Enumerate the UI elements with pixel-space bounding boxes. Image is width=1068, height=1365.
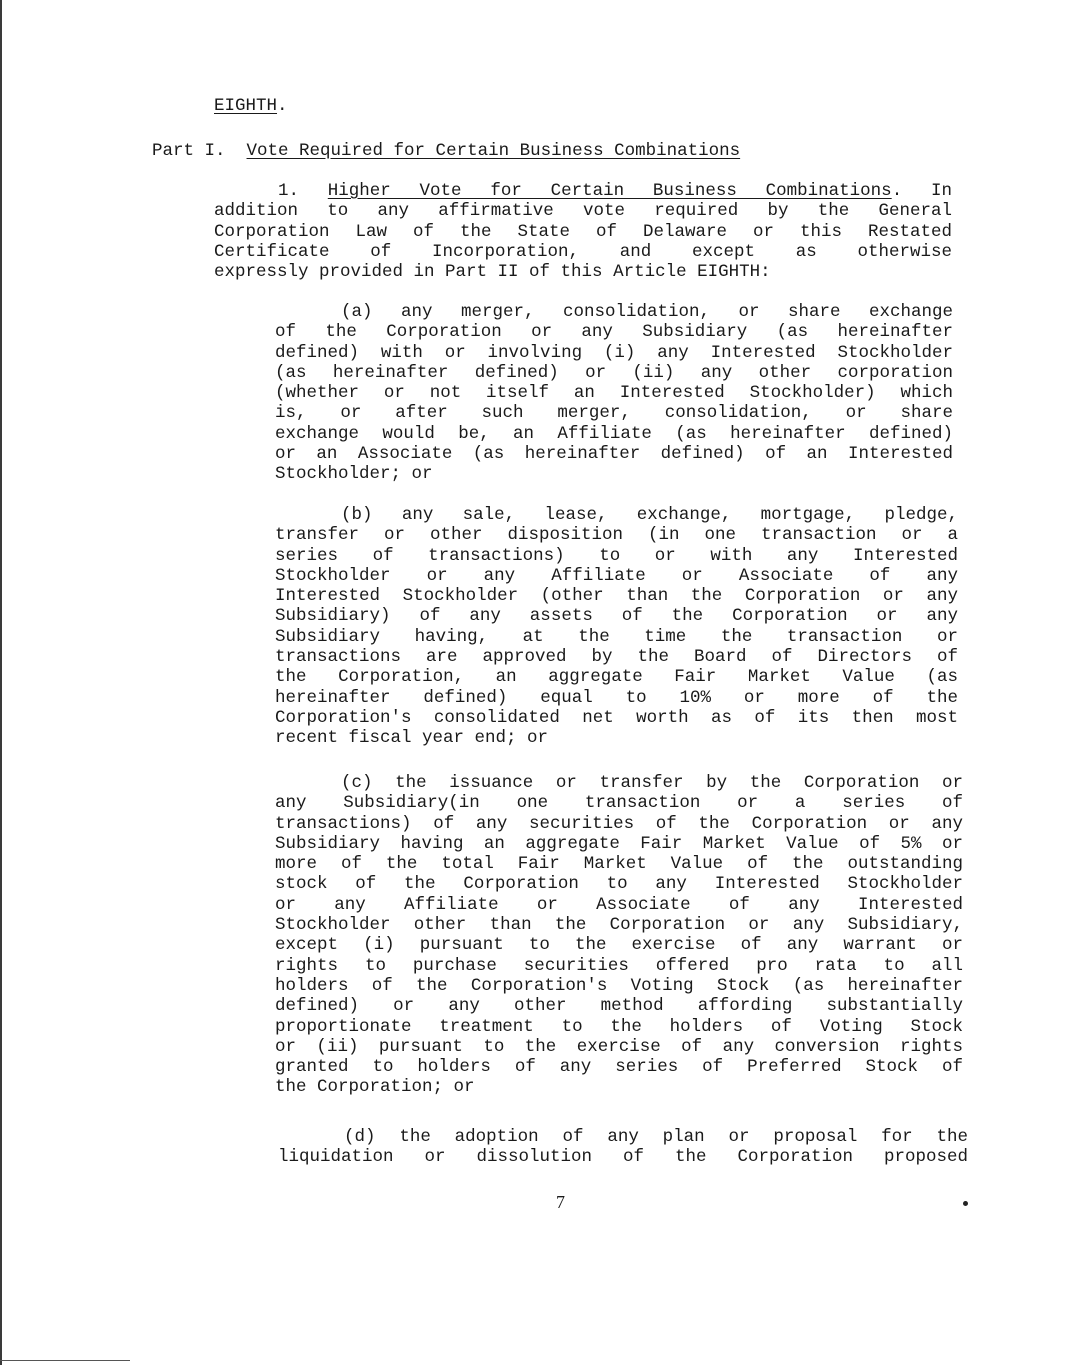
clause-c-line: or any Affiliate or Associate of any Interested xyxy=(275,894,963,915)
clause-c-line: any Subsidiary(in one transaction or a series of xyxy=(275,793,963,814)
article-title-suffix: . xyxy=(277,96,288,116)
clause-d-line: liquidation or dissolution of the Corporation proposed xyxy=(278,1147,968,1168)
clause-b-line: Subsidiary) of any assets of the Corporation or any xyxy=(275,606,958,627)
clause-c-line: or (ii) pursuant to the exercise of any conversion rights xyxy=(275,1036,963,1057)
clause-c-line: the Corporation; or xyxy=(275,1077,475,1098)
section-1-line: expressly provided in Part II of this Article EIGHTH: xyxy=(214,262,771,283)
clause-c-line: defined) or any other method affording substantially xyxy=(275,996,963,1017)
section-1 xyxy=(214,181,952,282)
clause-a xyxy=(275,302,953,485)
clause-b xyxy=(275,505,958,749)
clause-b-line: the Corporation, an aggregate Fair Market Value (as xyxy=(275,667,958,688)
clause-a-line: or an Associate (as hereinafter defined) of an Interested xyxy=(275,444,953,465)
section-1-line: Corporation Law of the State of Delaware or this Restated xyxy=(214,221,952,242)
clause-a-line: exchange would be, an Affiliate (as hereinafter defined) xyxy=(275,423,953,444)
section-1-line: In xyxy=(930,181,952,201)
part-label: Part I. xyxy=(152,141,226,161)
bullet-mark xyxy=(963,1201,968,1206)
clause-d-line: (d) the adoption of any plan or proposal for the xyxy=(344,1127,968,1147)
clause-c-line: transactions) of any securities of the Corporation or any xyxy=(275,813,963,834)
clause-c-line: rights to purchase securities offered pro rata to all xyxy=(275,955,963,976)
clause-a-line: defined) with or involving (i) any Interested Stockholder xyxy=(275,342,953,363)
section-1-heading-suffix: . xyxy=(891,181,903,201)
clause-c-line: Subsidiary having an aggregate Fair Market Value of 5% or xyxy=(275,833,963,854)
article-title: EIGHTH xyxy=(214,96,278,116)
clause-a-line: (whether or not itself an Interested Stockholder) which xyxy=(275,383,953,404)
clause-c-line: (c) the issuance or transfer by the Corporation or xyxy=(341,773,963,793)
clause-b-line: Stockholder or any Affiliate or Associate of any xyxy=(275,565,958,586)
clause-b-line: Interested Stockholder (other than the Corporation or any xyxy=(275,586,958,607)
clause-a-line: Stockholder; or xyxy=(275,464,433,485)
clause-a-line: of the Corporation or any Subsidiary (as hereinafter xyxy=(275,322,953,343)
part-heading xyxy=(152,141,740,161)
clause-b-line: Subsidiary having, at the time the transaction or xyxy=(275,626,958,647)
page-left-edge xyxy=(0,0,2,1365)
clause-d xyxy=(278,1127,968,1168)
clause-c-line: more of the total Fair Market Value of the outstanding xyxy=(275,854,963,875)
clause-c-line: stock of the Corporation to any Interested Stockholder xyxy=(275,874,963,895)
clause-b-line: transfer or other disposition (in one transaction or a xyxy=(275,525,958,546)
clause-c-line: Stockholder other than the Corporation or any Subsidiary, xyxy=(275,915,963,936)
clause-c xyxy=(275,773,963,1098)
page-number: 7 xyxy=(556,1192,565,1212)
clause-a-line: is, or after such merger, consolidation, or share xyxy=(275,403,953,424)
clause-c-line: holders of the Corporation's Voting Stock (as hereinafter xyxy=(275,975,963,996)
clause-b-line: hereinafter defined) equal to 10% or more of the xyxy=(275,687,958,708)
part-title: Vote Required for Certain Business Combinations xyxy=(246,141,741,161)
page-bottom-rule xyxy=(0,1360,130,1361)
clause-a-line: (as hereinafter defined) or (ii) any other corporation xyxy=(275,362,953,383)
section-1-line: addition to any affirmative vote required by the General xyxy=(214,201,952,222)
clause-b-line: transactions are approved by the Board of Directors of xyxy=(275,647,958,668)
section-1-first-line xyxy=(214,181,952,201)
clause-b-line: (b) any sale, lease, exchange, mortgage, pledge, xyxy=(341,505,958,525)
clause-b-line: series of transactions) to or with any Interested xyxy=(275,545,958,566)
clause-c-line: proportionate treatment to the holders of Voting Stock xyxy=(275,1016,963,1037)
clause-a-line: (a) any merger, consolidation, or share exchange xyxy=(341,302,953,322)
section-1-line: Certificate of Incorporation, and except as otherwise xyxy=(214,241,952,262)
section-1-number: 1. xyxy=(278,181,300,201)
clause-b-line: recent fiscal year end; or xyxy=(275,728,549,749)
clause-c-line: granted to holders of any series of Preferred Stock of xyxy=(275,1057,963,1078)
clause-c-line: except (i) pursuant to the exercise of any warrant or xyxy=(275,935,963,956)
section-1-heading: Higher Vote for Certain Business Combinations xyxy=(327,181,892,201)
article-heading xyxy=(214,96,288,116)
clause-b-line: Corporation's consolidated net worth as of its then most xyxy=(275,707,958,728)
